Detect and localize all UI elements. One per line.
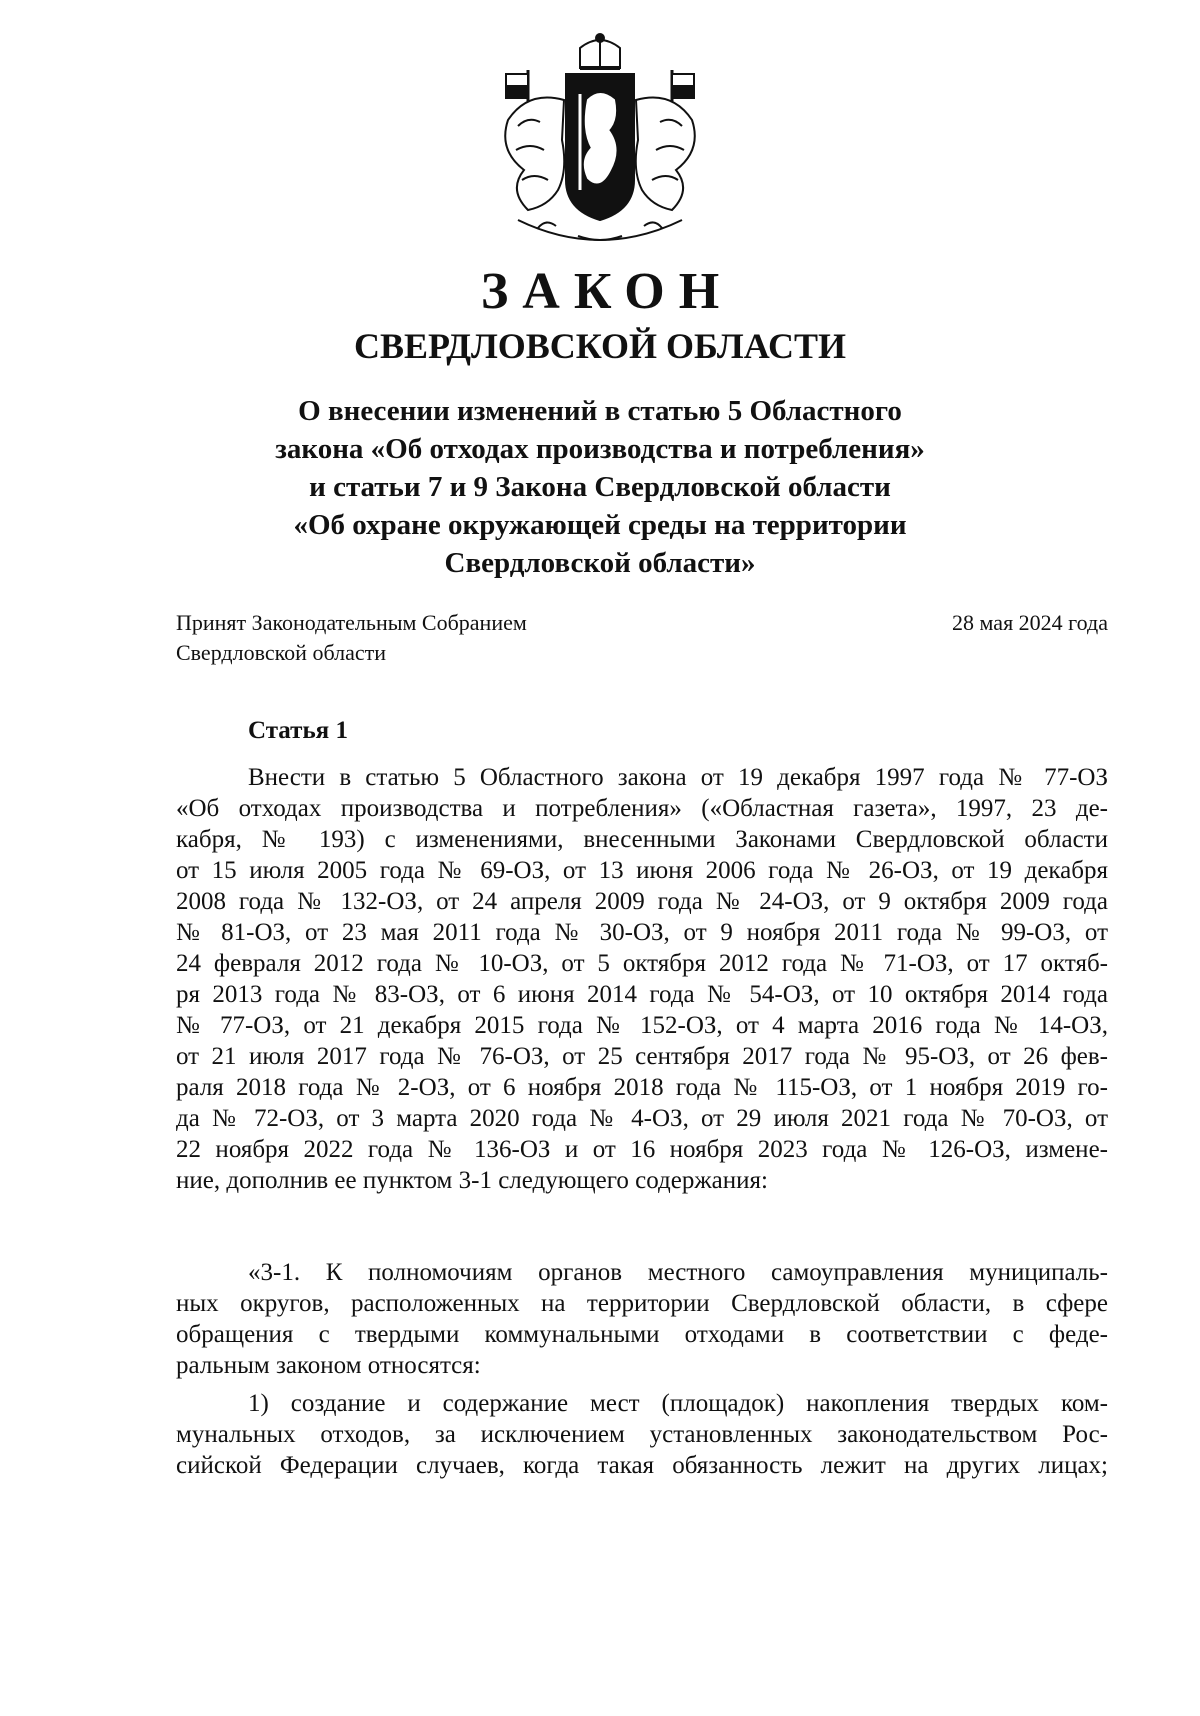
paragraph-line: «Об отходах производства и потребления» («Областная газета», 1997, 23 де-	[176, 795, 1108, 822]
adoption-line: Принят Законодательным Собранием	[176, 610, 527, 635]
law-name-line: и статьи 7 и 9 Закона Свердловской области	[309, 471, 891, 503]
law-name-line: «Об охране окружающей среды на территории	[293, 509, 907, 541]
paragraph-line: № 77-ОЗ, от 21 декабря 2015 года № 152-ОЗ, от 4 марта 2016 года № 14-ОЗ,	[176, 1012, 1108, 1039]
adoption-date: 28 мая 2024 года	[952, 610, 1108, 635]
coat-of-arms-icon	[468, 30, 732, 252]
document-subtitle: СВЕРДЛОВСКОЙ ОБЛАСТИ	[354, 326, 846, 366]
paragraph-line: ря 2013 года № 83-ОЗ, от 6 июня 2014 года № 54-ОЗ, от 10 октября 2014 года	[176, 981, 1108, 1008]
paragraph-line: «3-1. К полномочиям органов местного самоуправления муниципаль-	[248, 1259, 1108, 1286]
paragraph-line: да № 72-ОЗ, от 3 марта 2020 года № 4-ОЗ, от 29 июля 2021 года № 70-ОЗ, от	[176, 1105, 1108, 1132]
paragraph-line: ральным законом относятся:	[176, 1352, 481, 1379]
article-paragraph	[176, 1388, 1108, 1481]
article-paragraph	[176, 762, 1108, 1196]
paragraph-line: ных округов, расположенных на территории Свердловской области, в сфере	[176, 1290, 1108, 1317]
paragraph-line: обращения с твердыми коммунальными отходами в соответствии с феде-	[176, 1321, 1108, 1348]
paragraph-line: от 15 июля 2005 года № 69-ОЗ, от 13 июня 2006 года № 26-ОЗ, от 19 декабря	[176, 857, 1108, 884]
paragraph-line: мунальных отходов, за исключением установленных законодательством Рос-	[176, 1421, 1108, 1448]
article-heading: Статья 1	[248, 717, 348, 744]
law-name-line: закона «Об отходах производства и потребления»	[275, 433, 925, 465]
paragraph-line: раля 2018 года № 2-ОЗ, от 6 ноября 2018 года № 115-ОЗ, от 1 ноября 2019 го-	[176, 1074, 1108, 1101]
paragraph-line: № 81-ОЗ, от 23 мая 2011 года № 30-ОЗ, от 9 ноября 2011 года № 99-ОЗ, от	[176, 919, 1108, 946]
law-name-line: Свердловской области»	[444, 547, 756, 579]
paragraph-line: от 21 июля 2017 года № 76-ОЗ, от 25 сентября 2017 года № 95-ОЗ, от 26 фев-	[176, 1043, 1108, 1070]
law-name	[220, 392, 980, 582]
paragraph-line: сийской Федерации случаев, когда такая обязанность лежит на других лицах;	[176, 1452, 1108, 1479]
article-paragraph	[176, 1257, 1108, 1381]
adoption-line: Свердловской области	[176, 640, 386, 665]
law-name-line: О внесении изменений в статью 5 Областного	[298, 395, 902, 427]
paragraph-line: 24 февраля 2012 года № 10-ОЗ, от 5 октября 2012 года № 71-ОЗ, от 17 октяб-	[176, 950, 1108, 977]
paragraph-line: 22 ноября 2022 года № 136-ОЗ и от 16 ноября 2023 года № 126-ОЗ, измене-	[176, 1136, 1108, 1163]
document-title: ЗАКОН	[480, 263, 734, 320]
paragraph-line: кабря, № 193) с изменениями, внесенными Законами Свердловской области	[176, 826, 1108, 853]
paragraph-line: 2008 года № 132-ОЗ, от 24 апреля 2009 года № 24-ОЗ, от 9 октября 2009 года	[176, 888, 1108, 915]
paragraph-line: ние, дополнив ее пунктом 3-1 следующего содержания:	[176, 1167, 768, 1194]
adoption-body	[176, 608, 527, 668]
paragraph-line: 1) создание и содержание мест (площадок) накопления твердых ком-	[248, 1390, 1108, 1417]
paragraph-line: Внести в статью 5 Областного закона от 19 декабря 1997 года № 77-ОЗ	[248, 764, 1108, 791]
